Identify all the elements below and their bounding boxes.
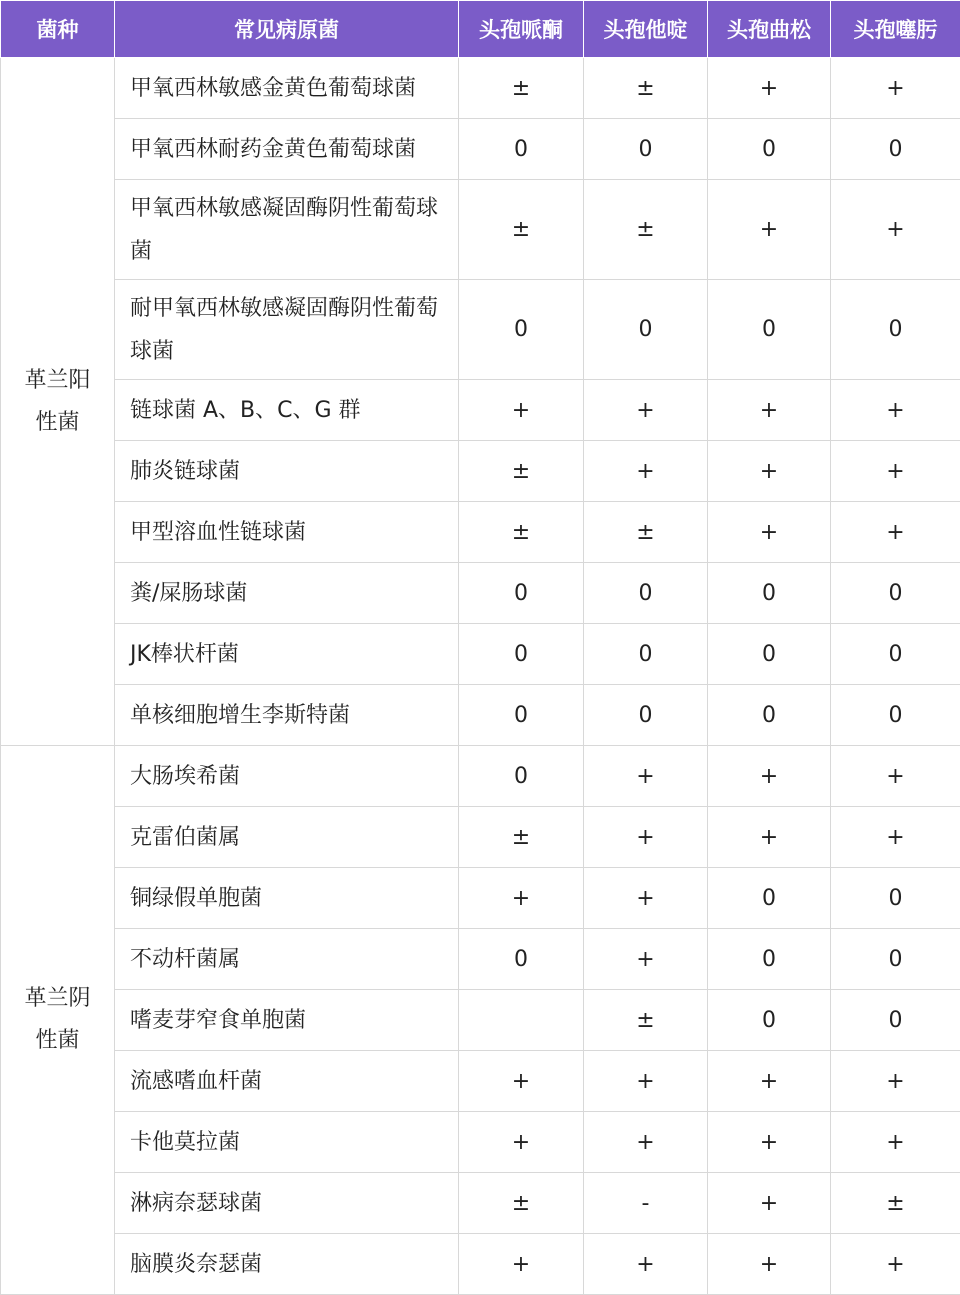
pathogen-name: 淋病奈瑟球菌 bbox=[115, 1173, 459, 1234]
susceptibility-value: + bbox=[584, 1051, 708, 1112]
susceptibility-value: + bbox=[459, 1051, 584, 1112]
table-row bbox=[1, 807, 960, 868]
pathogen-name: JK棒状杆菌 bbox=[115, 624, 459, 685]
header-cefoperazone: 头孢哌酮 bbox=[459, 1, 584, 58]
susceptibility-value: 0 bbox=[831, 929, 960, 990]
susceptibility-value: 0 bbox=[459, 746, 584, 807]
table-row bbox=[1, 868, 960, 929]
table-body bbox=[1, 58, 960, 1295]
table-row bbox=[1, 929, 960, 990]
susceptibility-value: ± bbox=[584, 180, 708, 280]
susceptibility-value: + bbox=[708, 807, 831, 868]
susceptibility-value: ± bbox=[459, 502, 584, 563]
table-row bbox=[1, 119, 960, 180]
susceptibility-value: + bbox=[584, 1234, 708, 1295]
susceptibility-value: 0 bbox=[708, 563, 831, 624]
table-row bbox=[1, 441, 960, 502]
header-pathogen: 常见病原菌 bbox=[115, 1, 459, 58]
susceptibility-value: 0 bbox=[584, 119, 708, 180]
pathogen-name: 甲氧西林敏感凝固酶阴性葡萄球菌 bbox=[115, 180, 459, 280]
susceptibility-value: 0 bbox=[708, 685, 831, 746]
susceptibility-value: 0 bbox=[708, 624, 831, 685]
susceptibility-value: + bbox=[708, 1051, 831, 1112]
susceptibility-value: ± bbox=[584, 58, 708, 119]
table-row bbox=[1, 990, 960, 1051]
susceptibility-value: + bbox=[708, 441, 831, 502]
pathogen-name: 耐甲氧西林敏感凝固酶阴性葡萄球菌 bbox=[115, 280, 459, 380]
susceptibility-value: 0 bbox=[708, 929, 831, 990]
pathogen-name: 粪/屎肠球菌 bbox=[115, 563, 459, 624]
susceptibility-value: + bbox=[831, 1112, 960, 1173]
susceptibility-value: 0 bbox=[831, 280, 960, 380]
susceptibility-value: + bbox=[708, 746, 831, 807]
pathogen-name: 甲氧西林敏感金黄色葡萄球菌 bbox=[115, 58, 459, 119]
susceptibility-value: ± bbox=[459, 441, 584, 502]
header-ceftriaxone: 头孢曲松 bbox=[708, 1, 831, 58]
susceptibility-value: 0 bbox=[831, 624, 960, 685]
susceptibility-value: + bbox=[831, 380, 960, 441]
susceptibility-value: + bbox=[584, 441, 708, 502]
susceptibility-value: + bbox=[708, 1234, 831, 1295]
susceptibility-value: 0 bbox=[459, 563, 584, 624]
susceptibility-value: - bbox=[584, 1173, 708, 1234]
table-row bbox=[1, 58, 960, 119]
susceptibility-value: 0 bbox=[708, 868, 831, 929]
susceptibility-value: ± bbox=[459, 807, 584, 868]
susceptibility-value: 0 bbox=[831, 990, 960, 1051]
susceptibility-value: + bbox=[831, 1234, 960, 1295]
susceptibility-value: 0 bbox=[831, 119, 960, 180]
pathogen-name: 单核细胞增生李斯特菌 bbox=[115, 685, 459, 746]
susceptibility-value: 0 bbox=[831, 868, 960, 929]
susceptibility-value: + bbox=[584, 1112, 708, 1173]
susceptibility-value: + bbox=[584, 380, 708, 441]
susceptibility-value: ± bbox=[584, 502, 708, 563]
susceptibility-value: + bbox=[831, 180, 960, 280]
susceptibility-value: + bbox=[831, 502, 960, 563]
susceptibility-value: 0 bbox=[831, 563, 960, 624]
table-row bbox=[1, 563, 960, 624]
header-ceftazidime: 头孢他啶 bbox=[584, 1, 708, 58]
susceptibility-value: ± bbox=[584, 990, 708, 1051]
susceptibility-value: 0 bbox=[584, 685, 708, 746]
susceptibility-value: 0 bbox=[708, 119, 831, 180]
category-cell bbox=[1, 746, 115, 1295]
pathogen-name: 大肠埃希菌 bbox=[115, 746, 459, 807]
pathogen-name: 铜绿假单胞菌 bbox=[115, 868, 459, 929]
category-label: 革兰阳性菌 bbox=[18, 360, 98, 444]
susceptibility-value: 0 bbox=[584, 280, 708, 380]
table-row bbox=[1, 746, 960, 807]
table-row bbox=[1, 180, 960, 280]
table-row bbox=[1, 624, 960, 685]
pathogen-name: 不动杆菌属 bbox=[115, 929, 459, 990]
pathogen-name: 嗜麦芽窄食单胞菌 bbox=[115, 990, 459, 1051]
table-row bbox=[1, 1234, 960, 1295]
pathogen-name: 肺炎链球菌 bbox=[115, 441, 459, 502]
pathogen-name: 甲型溶血性链球菌 bbox=[115, 502, 459, 563]
susceptibility-value: ± bbox=[459, 180, 584, 280]
susceptibility-value: 0 bbox=[584, 563, 708, 624]
susceptibility-value: + bbox=[708, 58, 831, 119]
susceptibility-value: 0 bbox=[459, 685, 584, 746]
susceptibility-value: 0 bbox=[459, 624, 584, 685]
susceptibility-value: ± bbox=[831, 1173, 960, 1234]
susceptibility-value: + bbox=[459, 1234, 584, 1295]
pathogen-name: 卡他莫拉菌 bbox=[115, 1112, 459, 1173]
table-row bbox=[1, 1051, 960, 1112]
susceptibility-value: + bbox=[584, 807, 708, 868]
susceptibility-value: 0 bbox=[708, 280, 831, 380]
susceptibility-value: + bbox=[831, 1051, 960, 1112]
table-row bbox=[1, 502, 960, 563]
header-cefotaxime: 头孢噻肟 bbox=[831, 1, 960, 58]
susceptibility-value: + bbox=[831, 58, 960, 119]
susceptibility-value: + bbox=[831, 441, 960, 502]
pathogen-name: 链球菌 A、B、C、G 群 bbox=[115, 380, 459, 441]
susceptibility-value: 0 bbox=[459, 280, 584, 380]
susceptibility-value: + bbox=[584, 868, 708, 929]
susceptibility-value: + bbox=[708, 380, 831, 441]
susceptibility-value: 0 bbox=[459, 929, 584, 990]
susceptibility-value: + bbox=[584, 929, 708, 990]
header-row bbox=[1, 1, 960, 58]
susceptibility-value: 0 bbox=[584, 624, 708, 685]
susceptibility-value: + bbox=[831, 746, 960, 807]
susceptibility-value: + bbox=[459, 868, 584, 929]
susceptibility-value: + bbox=[708, 1112, 831, 1173]
table-row bbox=[1, 685, 960, 746]
susceptibility-value: + bbox=[708, 1173, 831, 1234]
susceptibility-value: 0 bbox=[459, 119, 584, 180]
category-cell bbox=[1, 58, 115, 746]
table-row bbox=[1, 1173, 960, 1234]
pathogen-name: 流感嗜血杆菌 bbox=[115, 1051, 459, 1112]
susceptibility-value: + bbox=[584, 746, 708, 807]
susceptibility-value bbox=[459, 990, 584, 1051]
table-row bbox=[1, 380, 960, 441]
susceptibility-value: + bbox=[459, 1112, 584, 1173]
table-row bbox=[1, 280, 960, 380]
header-species: 菌种 bbox=[1, 1, 115, 58]
table-row bbox=[1, 1112, 960, 1173]
susceptibility-value: + bbox=[831, 807, 960, 868]
pathogen-name: 甲氧西林耐药金黄色葡萄球菌 bbox=[115, 119, 459, 180]
susceptibility-value: + bbox=[459, 380, 584, 441]
susceptibility-value: + bbox=[708, 180, 831, 280]
susceptibility-value: + bbox=[708, 502, 831, 563]
susceptibility-value: ± bbox=[459, 58, 584, 119]
category-label: 革兰阴性菌 bbox=[18, 978, 98, 1062]
pathogen-name: 克雷伯菌属 bbox=[115, 807, 459, 868]
susceptibility-value: ± bbox=[459, 1173, 584, 1234]
susceptibility-value: 0 bbox=[831, 685, 960, 746]
susceptibility-value: 0 bbox=[708, 990, 831, 1051]
pathogen-name: 脑膜炎奈瑟菌 bbox=[115, 1234, 459, 1295]
